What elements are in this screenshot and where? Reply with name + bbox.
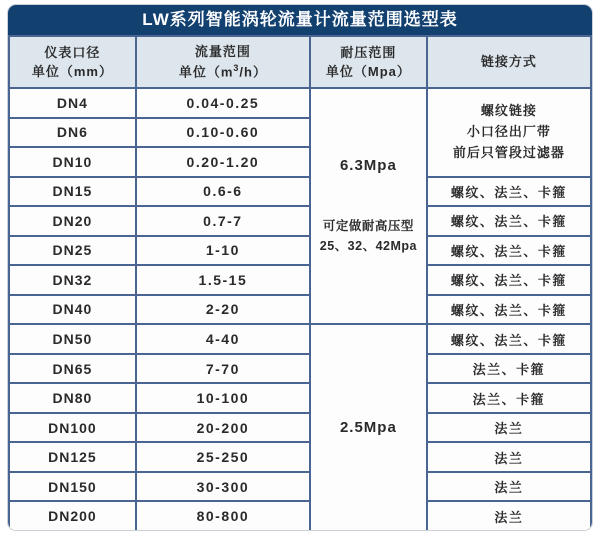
diameter-cell: DN100 <box>9 413 136 443</box>
connection-cell: 法兰 <box>427 442 591 472</box>
connection-cell: 法兰 <box>427 413 591 443</box>
connection-note-line: 小口径出厂带 <box>466 123 551 139</box>
diameter-cell: DN25 <box>9 236 136 266</box>
table-row <box>9 354 591 384</box>
connection-note-line: 螺纹链接 <box>480 103 537 119</box>
table-row <box>9 442 591 472</box>
connection-cell: 法兰、卡箍 <box>427 354 591 384</box>
column-header-connection <box>427 36 591 88</box>
diameter-cell: DN200 <box>9 501 136 531</box>
flow-cell: 25-250 <box>136 442 310 472</box>
column-header-flow <box>136 36 310 88</box>
cubic-superscript: 3 <box>233 62 240 73</box>
connection-cell: 法兰 <box>427 472 591 502</box>
pressure-cell-high <box>310 88 427 324</box>
flow-cell: 80-800 <box>136 501 310 531</box>
table-row <box>9 88 591 118</box>
connection-cell: 螺纹、法兰、卡箍 <box>427 206 591 236</box>
flow-cell: 0.20-1.20 <box>136 147 310 177</box>
header-line: 耐压范围 <box>340 44 397 60</box>
pressure-cell-low <box>310 324 427 531</box>
header-line: 仪表口径 <box>44 44 101 60</box>
pressure-note-line: 可定做耐高压型 <box>322 218 414 233</box>
diameter-cell: DN20 <box>9 206 136 236</box>
connection-cell: 螺纹、法兰、卡箍 <box>427 295 591 325</box>
flow-cell: 10-100 <box>136 383 310 413</box>
table-row <box>9 324 591 354</box>
connection-cell: 螺纹、法兰、卡箍 <box>427 236 591 266</box>
diameter-cell: DN6 <box>9 118 136 148</box>
flow-cell: 1-10 <box>136 236 310 266</box>
flow-cell: 7-70 <box>136 354 310 384</box>
flow-cell: 4-40 <box>136 324 310 354</box>
diameter-cell: DN50 <box>9 324 136 354</box>
flow-cell: 30-300 <box>136 472 310 502</box>
header-line: 单位$(m^3/h)$ <box>178 62 267 80</box>
flow-cell: 20-200 <box>136 413 310 443</box>
column-header-diameter <box>9 36 136 88</box>
connection-cell-small-diameter <box>427 88 591 177</box>
table-row <box>9 295 591 325</box>
connection-cell: 螺纹、法兰、卡箍 <box>427 324 591 354</box>
selection-table-card <box>7 4 593 531</box>
header-line: 单位（Mpa） <box>325 64 411 79</box>
connection-note-line: 前后只管段过滤器 <box>452 144 565 160</box>
connection-cell: 法兰 <box>427 501 591 531</box>
pressure-value-high: 6.3Mpa <box>339 156 397 174</box>
diameter-cell: DN15 <box>9 177 136 207</box>
selection-table <box>8 35 592 531</box>
flow-cell: 1.5-15 <box>136 265 310 295</box>
table-row <box>9 177 591 207</box>
diameter-cell: DN150 <box>9 472 136 502</box>
pressure-note-line: 25、32、42Mpa <box>319 238 417 253</box>
diameter-cell: DN40 <box>9 295 136 325</box>
table-row <box>9 501 591 531</box>
header-row <box>9 36 591 88</box>
flow-cell: 0.04-0.25 <box>136 88 310 118</box>
diameter-cell: DN65 <box>9 354 136 384</box>
diameter-cell: DN125 <box>9 442 136 472</box>
connection-cell: 法兰、卡箍 <box>427 383 591 413</box>
pressure-value-low: 2.5Mpa <box>339 419 397 437</box>
connection-cell: 螺纹、法兰、卡箍 <box>427 265 591 295</box>
table-row <box>9 265 591 295</box>
flow-cell: 0.10-0.60 <box>136 118 310 148</box>
header-line: 单位（mm） <box>31 64 113 79</box>
column-header-pressure <box>310 36 427 88</box>
flow-cell: 2-20 <box>136 295 310 325</box>
table-row <box>9 413 591 443</box>
connection-cell: 螺纹、法兰、卡箍 <box>427 177 591 207</box>
diameter-cell: DN4 <box>9 88 136 118</box>
table-row <box>9 383 591 413</box>
flow-cell: 0.7-7 <box>136 206 310 236</box>
header-line: 流量范围 <box>194 44 251 60</box>
diameter-cell: DN10 <box>9 147 136 177</box>
table-row <box>9 472 591 502</box>
diameter-cell: DN32 <box>9 265 136 295</box>
table-row <box>9 236 591 266</box>
diameter-cell: DN80 <box>9 383 136 413</box>
table-row <box>9 206 591 236</box>
header-line: 链接方式 <box>480 54 537 70</box>
flow-cell: 0.6-6 <box>136 177 310 207</box>
pressure-note <box>320 216 417 256</box>
page-title: LW系列智能涡轮流量计流量范围选型表 <box>8 5 592 35</box>
